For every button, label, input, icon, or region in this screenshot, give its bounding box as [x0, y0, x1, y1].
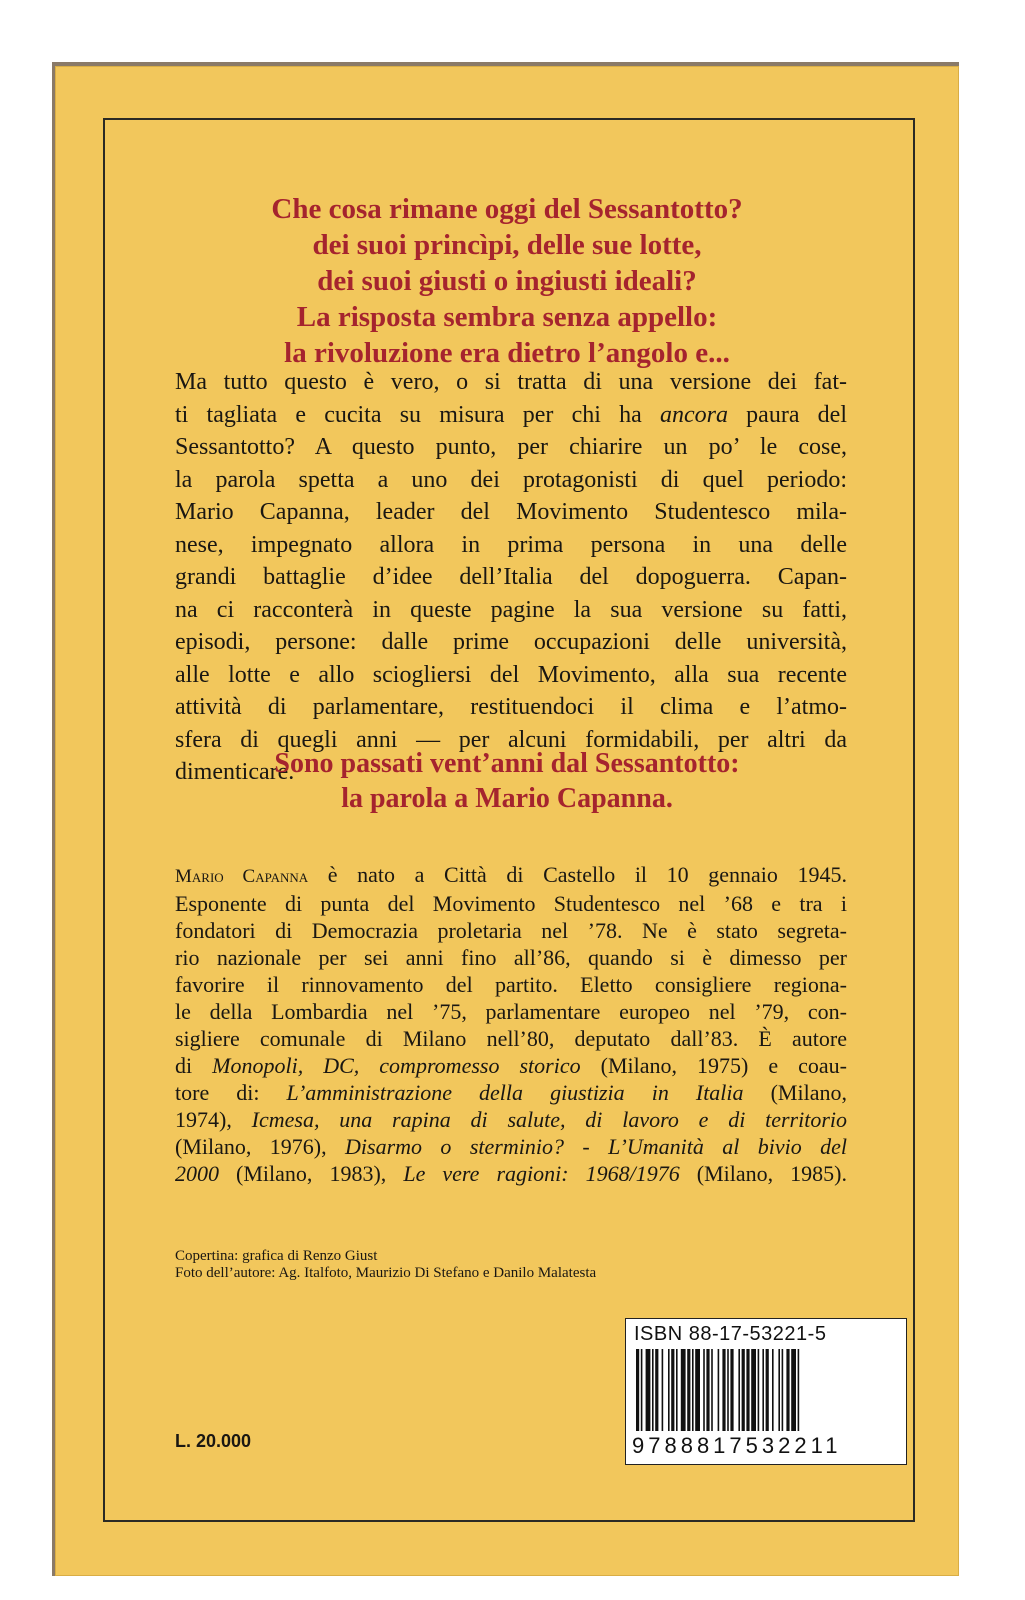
blurb-line: attività di parlamentare, restituendoci il clima e l’atmo- [175, 694, 847, 720]
bio-line: sigliere comunale di Milano nell’80, deputato dall’83. È autore [175, 1026, 847, 1051]
blurb-line: alle lotte e allo sciogliersi del Movimento, alla sua recente [175, 661, 847, 688]
ean-number: 9788817532211 [632, 1433, 842, 1458]
blurb-line: Mario Capanna, leader del Movimento Studentesco mila- [175, 499, 847, 525]
blurb-line: la parola spetta a uno dei protagonisti di quel periodo: [175, 466, 847, 493]
closing-line: Sono passati vent’anni dal Sessantotto: [274, 748, 740, 779]
credits [175, 1248, 596, 1282]
blurb-line: grandi battaglie d’idee dell’Italia del dopoguerra. Capan- [175, 564, 847, 590]
author-name: Mario Capanna [175, 866, 309, 887]
blurb-paragraph [175, 366, 847, 789]
closing-line: la parola a Mario Capanna. [341, 783, 673, 814]
blurb-line: sfera di quegli anni — per alcuni formidabili, per altri da [175, 726, 847, 753]
isbn-label: ISBN 88-17-53221-5 [634, 1323, 827, 1345]
bio-line: Mario Capanna è nato a Città di Castello il 10 gennaio 1945. [175, 862, 848, 887]
headline-line: dei suoi princìpi, delle sue lotte, [312, 229, 702, 261]
isbn-barcode-box [625, 1318, 907, 1465]
bio-line: fondatori di Democrazia proletaria nel ’78. Ne è stato segreta- [175, 918, 847, 943]
bio-line: 2000 (Milano, 1983), Le vere ragioni: 1968/1976 (Milano, 1985). [175, 1161, 848, 1186]
book-back-cover [52, 62, 959, 1576]
bio-line: (Milano, 1976), Disarmo o sterminio? - L’Umanità al bivio del [175, 1134, 847, 1159]
blurb-line: ti tagliata e cucita su misura per chi ha ancora paura del [175, 401, 847, 428]
price: L. 20.000 [175, 1431, 252, 1451]
blurb-line: nese, impegnato allora in prima persona in una delle [175, 531, 847, 558]
headline-line: la rivoluzione era dietro l’angolo e... [284, 337, 730, 369]
blurb-line: Ma tutto questo è vero, o si tratta di una versione dei fat- [175, 369, 847, 395]
bio-line: Esponente di punta del Movimento Studentesco nel ’68 e tra i [175, 891, 847, 916]
author-bio [175, 861, 847, 1187]
headline [55, 191, 959, 371]
bio-line: le della Lombardia nel ’75, parlamentare europeo nel ’79, con- [175, 999, 847, 1024]
blurb-line: episodi, persone: dalle prime occupazioni delle università, [175, 629, 847, 655]
closing-statement [55, 746, 959, 816]
blurb-line: dimenticare. [175, 759, 295, 785]
blurb-line: Sessantotto? A questo punto, per chiarire un po’ le cose, [175, 434, 847, 460]
headline-line: La risposta sembra senza appello: [296, 301, 718, 333]
headline-line: Che cosa rimane oggi del Sessantotto? [271, 193, 743, 225]
bio-line: di Monopoli, DC, compromesso storico (Milano, 1975) e coau- [175, 1053, 847, 1078]
photo-credit: Foto dell’autore: Ag. Italfoto, Maurizio Di Stefano e Danilo Malatesta [175, 1265, 597, 1281]
bio-line: favorire il rinnovamento del partito. Eletto consigliere regiona- [175, 972, 847, 997]
bio-line: rio nazionale per sei anni fino all’86, quando si è dimesso per [175, 945, 847, 970]
italic-word: ancora [659, 401, 728, 428]
headline-line: dei suoi giusti o ingiusti ideali? [317, 265, 697, 297]
blurb-line: na ci racconterà in queste pagine la sua versione su fatti, [175, 596, 847, 623]
barcode-icon [636, 1349, 896, 1431]
bio-line: tore di: L’amministrazione della giustizia in Italia (Milano, [175, 1080, 847, 1105]
cover-credit: Copertina: grafica di Renzo Giust [175, 1248, 378, 1264]
bio-line: 1974), Icmesa, una rapina di salute, di lavoro e di territorio [175, 1107, 848, 1132]
